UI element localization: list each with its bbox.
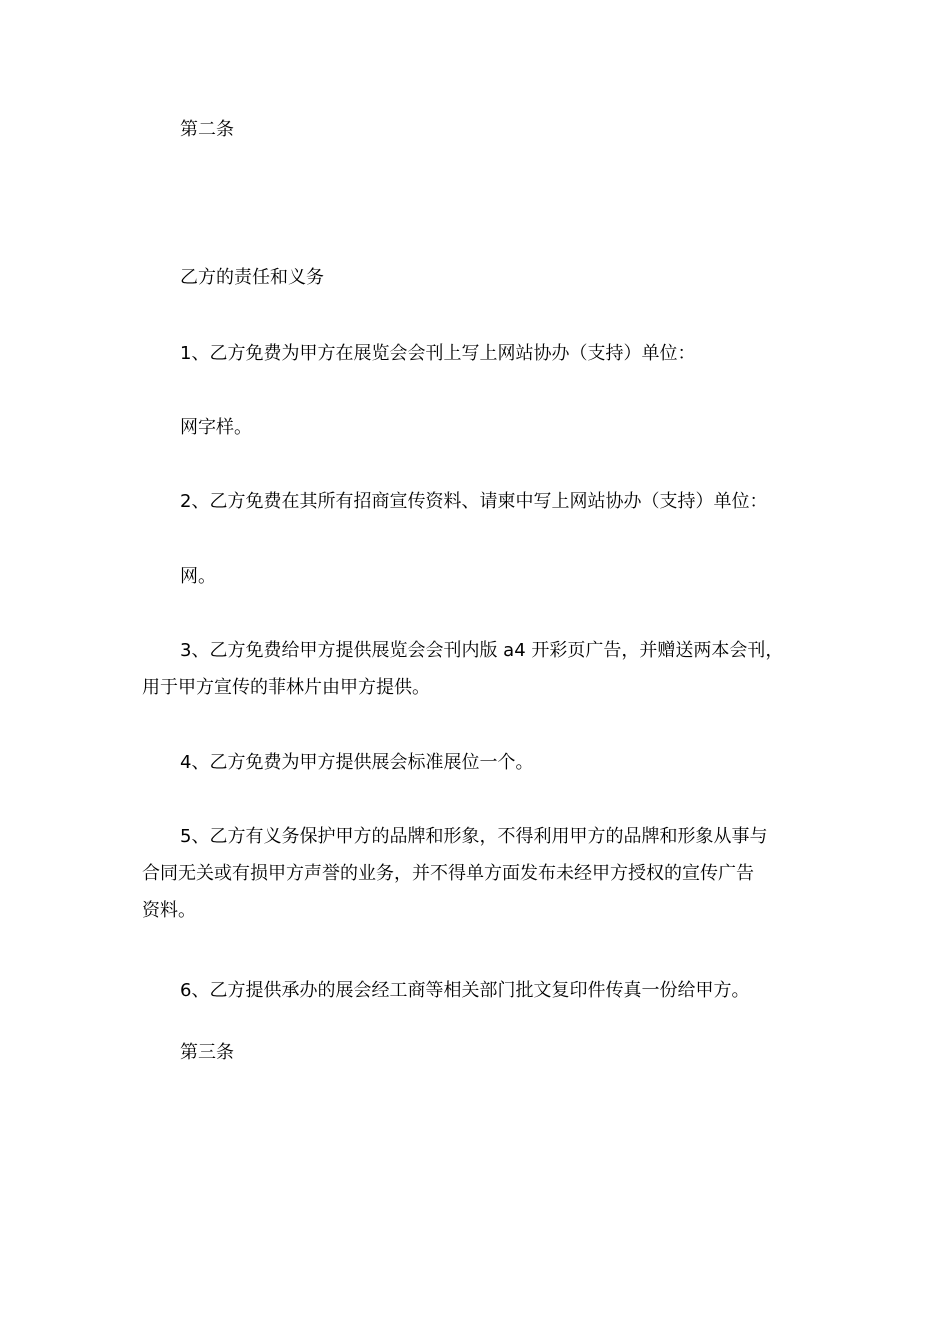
article-2-heading: 第二条 [180,119,234,140]
section-heading: 乙方的责任和义务 [180,267,324,288]
article-3-heading: 第三条 [180,1042,234,1063]
item-3-line-2: 用于甲方宣传的菲林片由甲方提供。 [142,677,430,698]
item-5-line-1: 5、乙方有义务保护甲方的品牌和形象，不得利用甲方的品牌和形象从事与 [180,826,768,847]
item-2-line-2: 网。 [180,566,216,587]
item-1-line-2: 网字样。 [180,417,252,438]
item-1-line-1: 1、乙方免费为甲方在展览会会刊上写上网站协办（支持）单位： [180,343,696,364]
item-5-line-2: 合同无关或有损甲方声誉的业务，并不得单方面发布未经甲方授权的宣传广告 [142,863,754,884]
item-2-line-1: 2、乙方免费在其所有招商宣传资料、请柬中写上网站协办（支持）单位： [180,491,768,512]
item-4: 4、乙方免费为甲方提供展会标准展位一个。 [180,752,534,773]
item-3-line-1: 3、乙方免费给甲方提供展览会会刊内版 a4 开彩页广告，并赠送两本会刊， [180,640,784,661]
item-6: 6、乙方提供承办的展会经工商等相关部门批文复印件传真一份给甲方。 [180,980,750,1001]
item-5-line-3: 资料。 [142,900,196,921]
